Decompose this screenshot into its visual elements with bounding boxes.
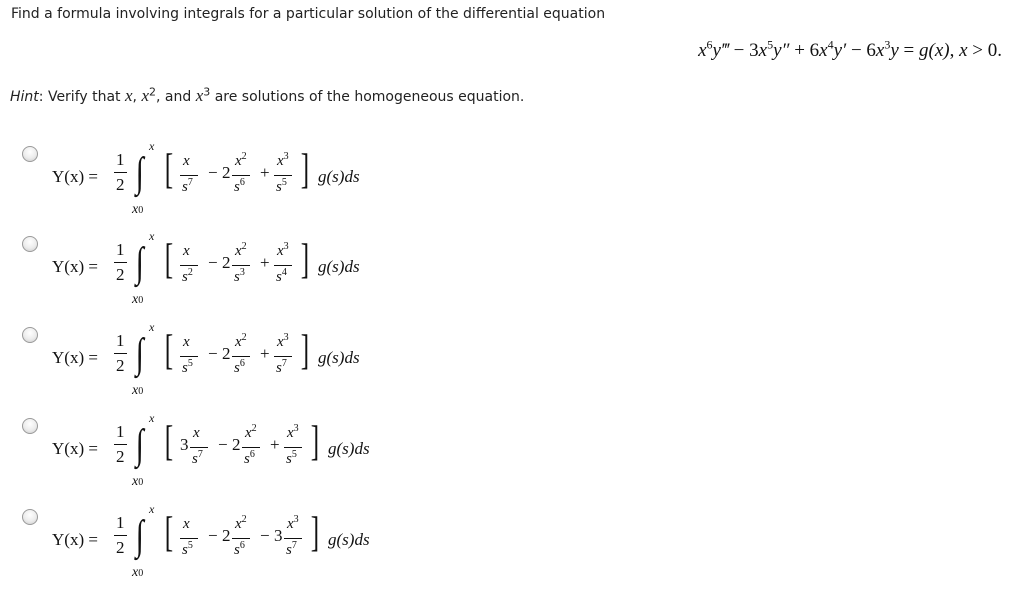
eq-cond-var: x xyxy=(959,40,968,61)
formula-lhs: Y(x) = xyxy=(52,167,98,186)
eq-op: + 6 xyxy=(789,40,820,61)
hint-var: x xyxy=(195,86,204,105)
term-denominator: $s^5$ xyxy=(276,177,287,195)
hint-text: : Verify that xyxy=(38,89,125,105)
fraction-bar xyxy=(114,172,127,173)
term-denominator: $s^6$ xyxy=(244,449,255,467)
exponent: 3 xyxy=(239,267,245,278)
term-operator: + xyxy=(260,253,270,272)
term-fraction-bar xyxy=(180,538,198,539)
exponent: 7 xyxy=(281,358,287,369)
hint-text: are solutions of the homogeneous equation. xyxy=(210,89,525,105)
hint-line xyxy=(10,86,524,106)
hint-var: x xyxy=(125,86,133,105)
upper-limit: x xyxy=(149,320,155,334)
lower-limit: x0 xyxy=(132,565,144,580)
radio-button[interactable] xyxy=(22,418,38,434)
lower-limit-subscript: 0 xyxy=(138,477,144,488)
integrand-g: g(s)ds xyxy=(328,439,370,458)
exponent: 3 xyxy=(283,151,289,162)
hint-var: x xyxy=(141,86,149,105)
exponent: 7 xyxy=(197,449,203,460)
term-denominator: $s^4$ xyxy=(276,267,287,285)
exponent: 5 xyxy=(291,449,297,460)
integral-sign: ∫ xyxy=(135,331,144,377)
lower-limit-subscript: 0 xyxy=(138,386,144,397)
eq-op: − 3 xyxy=(728,40,759,61)
left-bracket: [ xyxy=(164,328,174,374)
eq-gx: g(x) xyxy=(919,40,950,61)
answer-option-e[interactable] xyxy=(22,502,442,599)
formula-lhs: Y(x) = xyxy=(52,439,98,458)
exponent: 5 xyxy=(187,358,193,369)
half-numerator: 1 xyxy=(116,331,125,350)
exponent: 2 xyxy=(241,241,247,252)
term-fraction-bar xyxy=(274,265,292,266)
term-operator: − xyxy=(260,526,270,545)
term-fraction-bar xyxy=(232,265,250,266)
term-denominator: $s^5$ xyxy=(182,358,193,376)
eq-exp: 5 xyxy=(767,37,774,52)
term-operator: − xyxy=(208,526,218,545)
half-numerator: 1 xyxy=(116,422,125,441)
term-fraction-bar xyxy=(242,447,260,448)
term-denominator: $s^5$ xyxy=(286,449,297,467)
term-numerator: $x^3$ xyxy=(277,241,289,259)
differential-equation xyxy=(698,37,1002,62)
half-denominator: 2 xyxy=(116,265,125,284)
right-bracket: ] xyxy=(300,147,310,193)
eq-deriv: y″ xyxy=(773,40,790,61)
term-denominator: $s^6$ xyxy=(234,177,245,195)
term-denominator: $s^7$ xyxy=(192,449,203,467)
term-numerator: $x^3$ xyxy=(287,514,299,532)
eq-comma: , xyxy=(949,40,960,61)
term-numerator: $x^2$ xyxy=(235,241,247,259)
half-numerator: 1 xyxy=(116,513,125,532)
exponent: 2 xyxy=(241,514,247,525)
term-fraction-bar xyxy=(180,265,198,266)
term-coefficient: 2 xyxy=(222,344,231,363)
right-bracket: ] xyxy=(300,237,310,283)
term-numerator: $x^3$ xyxy=(277,332,289,350)
term-numerator: x xyxy=(183,243,190,259)
eq-deriv: y xyxy=(890,40,899,61)
fraction-bar xyxy=(114,353,127,354)
exponent: 3 xyxy=(293,514,299,525)
term-denominator: $s^6$ xyxy=(234,358,245,376)
integrand-g: g(s)ds xyxy=(318,167,360,186)
exponent: 6 xyxy=(239,177,245,188)
term-coefficient: 2 xyxy=(222,163,231,182)
term-coefficient: 2 xyxy=(232,435,241,454)
exponent: 5 xyxy=(187,540,193,551)
lower-limit: x0 xyxy=(132,292,144,307)
right-bracket: ] xyxy=(310,510,320,556)
integral-sign: ∫ xyxy=(135,240,144,286)
right-bracket: ] xyxy=(310,419,320,465)
half-numerator: 1 xyxy=(116,150,125,169)
term-fraction-bar xyxy=(232,356,250,357)
eq-exp: 6 xyxy=(706,37,713,52)
term-fraction-bar xyxy=(190,447,208,448)
exponent: 3 xyxy=(283,332,289,343)
exponent: 7 xyxy=(187,177,193,188)
term-coefficient: 2 xyxy=(222,526,231,545)
term-operator: + xyxy=(260,344,270,363)
term-operator: + xyxy=(270,435,280,454)
term-coefficient: 3 xyxy=(274,526,283,545)
radio-button[interactable] xyxy=(22,509,38,525)
right-bracket: ] xyxy=(300,328,310,374)
term-numerator: $x^2$ xyxy=(235,332,247,350)
exponent: 2 xyxy=(251,423,257,434)
upper-limit: x xyxy=(149,411,155,425)
left-bracket: [ xyxy=(164,237,174,283)
exponent: 6 xyxy=(249,449,255,460)
term-denominator: $s^5$ xyxy=(182,540,193,558)
eq-exp: 3 xyxy=(884,37,891,52)
hint-exp: 2 xyxy=(149,85,156,99)
lower-limit-subscript: 0 xyxy=(138,295,144,306)
term-operator: − xyxy=(208,163,218,182)
formula-lhs: Y(x) = xyxy=(52,348,98,367)
hint-sep: , xyxy=(132,89,142,105)
lower-limit: x0 xyxy=(132,202,144,217)
half-denominator: 2 xyxy=(116,538,125,557)
integral-sign: ∫ xyxy=(135,150,144,196)
term-coefficient: 2 xyxy=(222,253,231,272)
term-numerator: $x^2$ xyxy=(245,423,257,441)
integrand-g: g(s)ds xyxy=(318,348,360,367)
upper-limit: x xyxy=(149,229,155,243)
term-denominator: $s^7$ xyxy=(182,177,193,195)
term-numerator: $x^2$ xyxy=(235,151,247,169)
eq-var: x xyxy=(758,40,768,61)
exponent: 7 xyxy=(291,540,297,551)
answer-option-b[interactable] xyxy=(22,229,442,326)
exponent: 4 xyxy=(281,267,287,278)
exponent: 3 xyxy=(283,241,289,252)
formula-lhs: Y(x) = xyxy=(52,530,98,549)
lower-limit-subscript: 0 xyxy=(138,205,144,216)
exponent: 2 xyxy=(241,151,247,162)
formula-lhs: Y(x) = xyxy=(52,257,98,276)
term-fraction-bar xyxy=(180,175,198,176)
hint-exp: 3 xyxy=(203,85,211,99)
answer-option-c[interactable] xyxy=(22,320,442,417)
lower-limit-subscript: 0 xyxy=(138,568,144,579)
term-numerator: x xyxy=(183,153,190,169)
eq-var: x xyxy=(875,40,885,61)
upper-limit: x xyxy=(149,139,155,153)
integral-sign: ∫ xyxy=(135,422,144,468)
exponent: 2 xyxy=(187,267,193,278)
term-fraction-bar xyxy=(274,356,292,357)
upper-limit: x xyxy=(149,502,155,516)
integral-sign: ∫ xyxy=(135,513,144,559)
term-denominator: $s^2$ xyxy=(182,267,193,285)
question-prompt: Find a formula involving integrals for a particular solution of the differential equation xyxy=(11,6,606,22)
term-denominator: $s^6$ xyxy=(234,540,245,558)
term-coefficient: 3 xyxy=(180,435,189,454)
eq-deriv: y′ xyxy=(833,40,847,61)
hint-label: Hint xyxy=(10,89,39,105)
integrand-g: g(s)ds xyxy=(328,530,370,549)
eq-equals: = xyxy=(898,40,919,61)
radio-button[interactable] xyxy=(22,146,38,162)
term-fraction-bar xyxy=(284,538,302,539)
term-operator: − xyxy=(208,253,218,272)
term-numerator: x xyxy=(183,334,190,350)
exponent: 6 xyxy=(239,540,245,551)
term-numerator: x xyxy=(183,516,190,532)
term-denominator: $s^7$ xyxy=(286,540,297,558)
eq-condition: > 0. xyxy=(967,40,1002,61)
eq-exp: 4 xyxy=(827,37,834,52)
term-operator: − xyxy=(208,344,218,363)
term-denominator: $s^7$ xyxy=(276,358,287,376)
term-numerator: $x^3$ xyxy=(277,151,289,169)
term-fraction-bar xyxy=(232,175,250,176)
term-fraction-bar xyxy=(232,538,250,539)
lower-limit: x0 xyxy=(132,474,144,489)
exponent: 2 xyxy=(241,332,247,343)
left-bracket: [ xyxy=(164,147,174,193)
integrand-g: g(s)ds xyxy=(318,257,360,276)
hint-sep: , and xyxy=(156,89,196,105)
term-operator: − xyxy=(218,435,228,454)
term-numerator: x xyxy=(193,425,200,441)
term-fraction-bar xyxy=(284,447,302,448)
half-denominator: 2 xyxy=(116,175,125,194)
lower-limit: x0 xyxy=(132,383,144,398)
radio-button[interactable] xyxy=(22,236,38,252)
left-bracket: [ xyxy=(164,419,174,465)
half-numerator: 1 xyxy=(116,240,125,259)
fraction-bar xyxy=(114,535,127,536)
fraction-bar xyxy=(114,444,127,445)
fraction-bar xyxy=(114,262,127,263)
half-denominator: 2 xyxy=(116,356,125,375)
eq-var: x xyxy=(819,40,828,61)
answer-option-d[interactable] xyxy=(22,411,442,508)
term-fraction-bar xyxy=(274,175,292,176)
term-operator: + xyxy=(260,163,270,182)
eq-var: x xyxy=(698,40,707,61)
eq-deriv: y‴ xyxy=(712,40,729,61)
answer-option-a[interactable] xyxy=(22,139,442,236)
exponent: 6 xyxy=(239,358,245,369)
left-bracket: [ xyxy=(164,510,174,556)
exponent: 3 xyxy=(293,423,299,434)
radio-button[interactable] xyxy=(22,327,38,343)
term-numerator: $x^2$ xyxy=(235,514,247,532)
term-fraction-bar xyxy=(180,356,198,357)
eq-op: − 6 xyxy=(846,40,876,61)
term-numerator: $x^3$ xyxy=(287,423,299,441)
term-denominator: $s^3$ xyxy=(234,267,245,285)
half-denominator: 2 xyxy=(116,447,125,466)
exponent: 5 xyxy=(281,177,287,188)
